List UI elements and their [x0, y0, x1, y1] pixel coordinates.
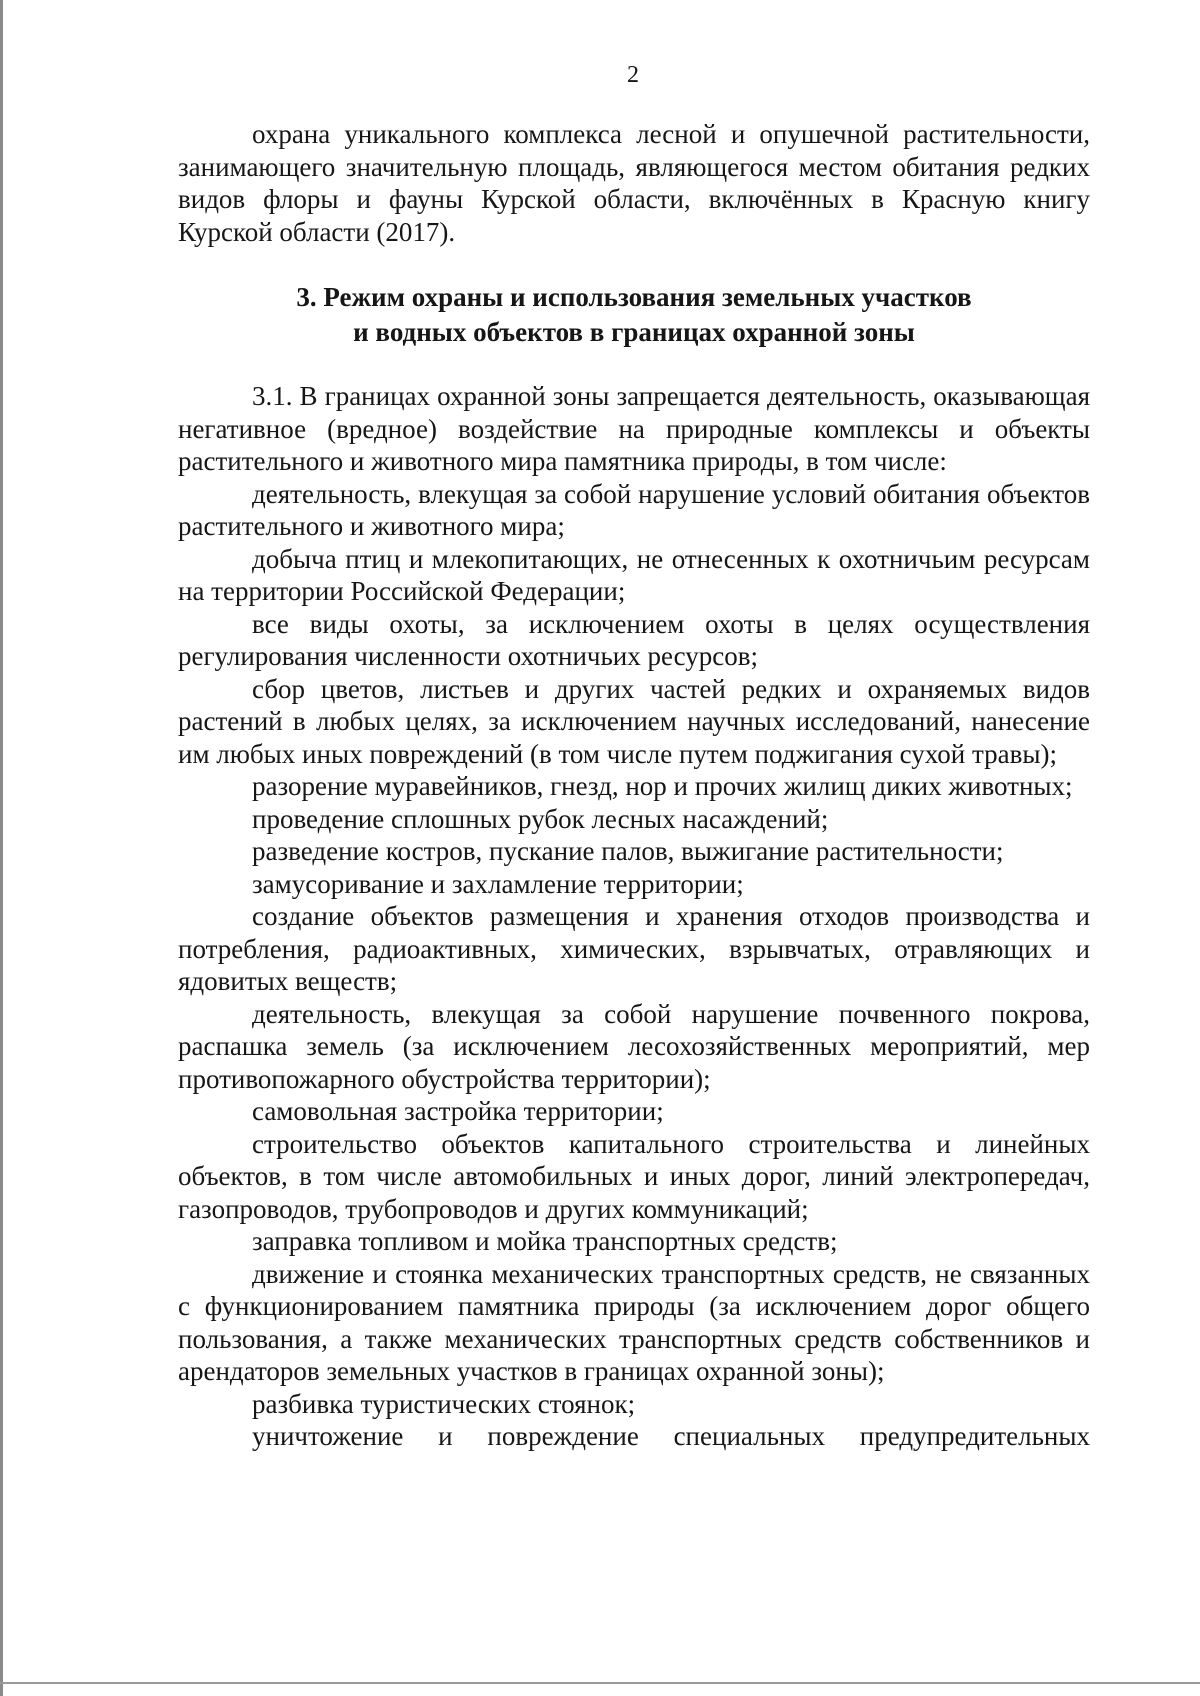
section-heading-line-1: 3. Режим охраны и использования земельных участков	[296, 282, 972, 312]
list-item: движение и стоянка механических транспортных средств, не связанных с функционированием памятника природы (за исключением дорог общего пользования, а также механических транспортных средств собственников и арендаторов земельных участков в границах охранной зоны);	[178, 1258, 1090, 1386]
list-item: заправка топливом и мойка транспортных средств;	[252, 1226, 838, 1256]
list-item: деятельность, влекущая за собой нарушение почвенного покрова, распашка земель (за исключением лесохозяйственных мероприятий, мер противопожарного обустройства территории);	[178, 998, 1090, 1094]
list-item: разорение муравейников, гнезд, нор и прочих жилищ диких животных;	[252, 771, 1073, 801]
paragraph-3-1: 3.1. В границах охранной зоны запрещается деятельность, оказывающая негативное (вредное) воздействие на природные комплексы и объекты растительного и животного мира памятника природы, в том числе:	[178, 381, 1090, 476]
list-item: сбор цветов, листьев и других частей редких и охраняемых видов растений в любых целях, за исключением научных исследований, нанесение им любых иных повреждений (в том числе путем поджигания сухой травы);	[178, 673, 1090, 769]
list-item: разбивка туристических стоянок;	[252, 1388, 636, 1419]
scan-edge-left	[0, 0, 3, 1696]
intro-paragraph: охрана уникального комплекса лесной и опушечной растительности, занимающего значительную площадь, являющегося местом обитания редких видов флоры и фауны Курской области, включённых в Красную книгу Курской области (2017).	[178, 119, 1090, 247]
list-item: самовольная застройка территории;	[252, 1096, 664, 1126]
list-item: проведение сплошных рубок лесных насаждений;	[252, 803, 829, 834]
list-item: добыча птиц и млекопитающих, не отнесенных к охотничьим ресурсам на территории Российской Федерации;	[178, 543, 1090, 606]
page-number: 2	[627, 62, 639, 88]
list-item: замусоривание и захламление территории;	[252, 868, 744, 899]
main-text	[178, 380, 1090, 1453]
list-item: создание объектов размещения и хранения отходов производства и потребления, радиоактивных, химических, взрывчатых, отравляющих и ядовитых веществ;	[178, 901, 1090, 996]
list-item: все виды охоты, за исключением охоты в целях осуществления регулирования численности охотничьих ресурсов;	[178, 608, 1090, 671]
list-item: строительство объектов капитального строительства и линейных объектов, в том числе автомобильных и иных дорог, линий электропередач, газопроводов, трубопроводов и других коммуникаций;	[178, 1128, 1090, 1224]
list-item: уничтожение и повреждение специальных предупредительных	[252, 1421, 1090, 1451]
list-item: деятельность, влекущая за собой нарушение условий обитания объектов растительного и животного мира;	[178, 478, 1090, 541]
scan-edge-bottom	[0, 1682, 1200, 1684]
intro-block	[178, 118, 1090, 248]
section-heading-line-2: и водных объектов в границах охранной зоны	[353, 317, 915, 347]
section-heading	[178, 280, 1090, 350]
list-item: разведение костров, пускание палов, выжигание растительности;	[252, 836, 1004, 866]
